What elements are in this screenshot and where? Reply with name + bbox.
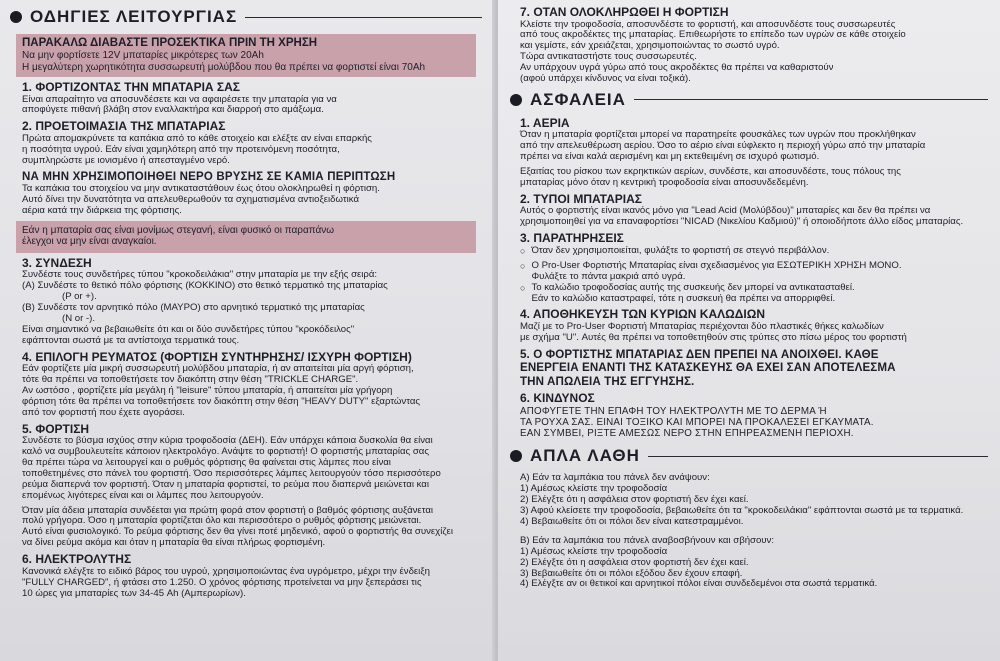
section-charging-process: 5. ΦΟΡΤΙΣΗ Συνδέστε το βύσμα ισχύος στην κύρια τροφοδοσία (ΔΕΗ). Εάν υπάρχει κάποια δυσκολία θα είναι καλό να συμβουλευτείτε κάποιον ηλεκτρολόγο. Ανάψτε το φορτιστή! Ο φορτιστής μπαταρίας σας θα πρέπει τώρα να λειτουργεί και ο ρυθμός φόρτισης θα φαίνεται στις λάμπες που είναι τοποθετημένες στο πάνελ του φορτιστή. Όσο περισσότερες λάμπες λειτουργούν τόσο περισσότερο ρεύμα διαπερνά τον φορτιστή. Όταν η μπαταρία φορτιστεί, το ρεύμα που διαπερνά μειώνεται και επομένως λιγότερες είναι και οι λάμπες που λειτουργούν. Όταν μία άδεια μπαταρία συνδέεται για πρώτη φορά στον φορτιστή ο βαθμός φόρτισης αυξάνεται πολύ γρήγορα. Όσο η μπαταρία φορτίζεται όλο και περισσότερο ο ρυθμός φόρτισης μειώνεται. Αυτό είναι φυσιολογικό. Το ρεύμα φόρτισης δεν θα γίνει ποτέ μηδενικό, αφού ο φορτιστής θα συνεχίζει να δίνει ρεύμα ακόμα και όταν η μπαταρία θα είναι πλήρως φορτισμένη.: [22, 421, 453, 549]
read-carefully-notice: ΠΑΡΑΚΑΛΩ ΔΙΑΒΑΣΤΕ ΠΡΟΣΕΚΤΙΚΑ ΠΡΙΝ ΤΗ ΧΡΗΣΗ Να μην φορτίσετε 12V μπαταρίες μικρότερες των 20Ah Η μεγαλύτερη χωρητικότητα συσσωρευτή μολύβδου που θα πρέπει να φορτιστεί είναι 70Ah: [16, 34, 476, 77]
section-battery-types: 2. ΤΥΠΟΙ ΜΠΑΤΑΡΙΑΣ Αυτός ο φορτιστής είναι ικανός μόνο για "Lead Acid (Μολύβδου)" μπαταρίες και δεν θα πρέπει να χρησιμοποιηθεί για να επαναφορτίσει "NICAD (Νικελίου Καδμιού)" ή οποιοδήποτε άλλο είδος μπαταρίας.: [520, 191, 964, 228]
section-connection: 3. ΣΥΝΔΕΣΗ Συνδέστε τους συνδετήρες τύπου "κροκοδειλάκια" στην μπαταρία με την εξής σειρά: (Α) Συνδέστε το θετικό πόλο φόρτισης (ΚΟΚΚΙΝΟ) στο θετικό τερματικό της μπαταρίας (P or +). (Β) Συνδέστε τον αρνητικό πόλο (ΜΑΥΡΟ) στο αρνητικό τερματικό της μπαταρίας (N or -). Είναι σημαντικό να βεβαιωθείτε ότι και οι δύο συνδετήρες τύπου "κροκόδειλος" εφάπτονται σωστά με τα αντίστοιχα τερματικά τους.: [22, 255, 388, 346]
remark-item: ○ Το καλώδιο τροφοδοσίας αυτής της συσκευής δεν μπορεί να αντικατασταθεί. Εάν το καλώδιο καταστραφεί, τότε η συσκευή θα πρέπει να απορριφθεί.: [520, 281, 855, 304]
section-no-tap-water: ΝΑ ΜΗΝ ΧΡΗΣΙΜΟΠΟΙΗΘΕΙ ΝΕΡΟ ΒΡΥΣΗΣ ΣΕ ΚΑΜΙΑ ΠΕΡΙΠΤΩΣΗ Τα καπάκια του στοιχείου να μην αντικαταστάθουν έως ότου ολοκληρωθεί η φόρτιση. Αυτό δίνει την δυνατότητα να απελευθερωθούν τα σχηματισμένα αντιοξειδωτικά αέρια κατά την διάρκεια της φόρτισης.: [22, 170, 396, 216]
simple-faults-title: ΑΠΛΑ ΛΑΘΗ: [510, 445, 988, 467]
section-do-not-open-warning: 5. Ο ΦΟΡΤΙΣΤΗΣ ΜΠΑΤΑΡΙΑΣ ΔΕΝ ΠΡΕΠΕΙ ΝΑ ΑΝΟΙΧΘΕΙ. ΚΑΘΕ ΕΝΕΡΓΕΙΑ ΕΝΑΝΤΙ ΤΗΣ ΚΑΤΑΣΚΕΥΗΣ ΘΑ ΕΧΕΙ ΣΑΝ ΑΠΟΤΕΛΕΣΜΑ ΤΗΝ ΑΠΩΛΕΙΑ ΤΗΣ ΕΓΓΥΗΣΗΣ.: [520, 347, 896, 388]
section-preparation: 2. ΠΡΟΕΤΟΙΜΑΣΙΑ ΤΗΣ ΜΠΑΤΑΡΙΑΣ Πρώτα απομακρύνετε τα καπάκια από το κάθε στοιχείο και ελέξτε αν είναι επαρκής η ποσότητα υγρού. Εάν είναι χαμηλότερη από την προτεινόμενη ποσότητα, συμπληρώστε με ιονισμένο ή απεσταγμένο νερό.: [22, 119, 372, 166]
circle-bullet-icon: ○: [520, 260, 526, 271]
right-page: [498, 0, 1000, 661]
section-gases: 1. ΑΕΡΙΑ Όταν η μπαταρία φορτίζεται μπορεί να παρατηρείτε φουσκάλες των υγρών που προκλήθηκαν από την απελευθέρωση αερίου. Όσο το αέριο είναι εύφλεκτο η περιοχή γύρω από την μπαταρία πρέπει να είναι καλά αερισμένη και μη εκτεθειμένη σε ισχυρό φωτισμό. Εξαιτίας του ρίσκου των εκρηκτικών αερίων, συνδέστε, και αποσυνδέστε, τους πόλους της μπαταρίας μόνο όταν η κεντρική τροφοδοσία είναι αποσυνδεδεμένη.: [520, 115, 926, 189]
section-remarks: 3. ΠΑΡΑΤΗΡΗΣΕΙΣ ○ Όταν δεν χρησιμοποιείται, φυλάξτε το φορτιστή σε στεγνό περιβάλλον. ○ Ο Pro-User Φορτιστής Μπαταρίας είναι σχεδιασμένος για ΕΣΩΤΕΡΙΚΗ ΧΡΗΣΗ ΜΟΝΟ. Φυλάξτε το πάντα μακριά από υγρά. ○ Το καλώδιο τροφοδοσίας αυτής της συσκευής δεν μπορεί να αντικατασταθεί. Εάν το καλώδιο καταστραφεί, τότε η συσκευή θα πρέπει να απορριφθεί.: [520, 232, 984, 304]
bullet-icon: [510, 94, 522, 106]
section-electrolyte: 6. ΗΛΕΚΤΡΟΛΥΤΗΣ Κανονικά ελέγξτε το ειδικό βάρος του υγρού, χρησιμοποιώντας ένα υγρόμετρο, μέχρι την ένδειξη "FULLY CHARGED", ή φτάσει στο 1.250. Ο χρόνος φόρτισης προτείνεται να μην ξεπεράσει τις 10 ώρες για μπαταρίες των 34-45 Ah (Αμπερωρίων).: [22, 552, 430, 599]
sealed-battery-notice: Εάν η μπαταρία σας είναι μονίμως στεγανή, είναι φυσικό οι παραπάνω έλεγχοι να μην είναι αναγκαίοι.: [16, 221, 476, 253]
operating-instructions-title: ΟΔΗΓΙΕΣ ΛΕΙΤΟΥΡΓΙΑΣ: [10, 6, 482, 28]
circle-bullet-icon: ○: [520, 282, 526, 293]
safety-title: ΑΣΦΑΛΕΙΑ: [510, 89, 988, 111]
bullet-icon: [10, 11, 22, 23]
faults-list-b: Β) Εάν τα λαμπάκια του πάνελ αναβοσβήνουν και σβήσουν: 1) Αμέσως κλείστε την τροφοδοσία 2) Ελέγξτε ότι η ασφάλεια στον φορτιστή δεν έχει καεί. 3) Βεβαιωθείτε ότι οι πόλοι εξόδου δεν έχουν επαφή. 4) Ελέγξτε αν οι θετικοί και αρνητικοί πόλοι είναι συνδεδεμένοι στα σωστά τερματικά.: [520, 534, 878, 590]
section-charging-complete: 7. ΟΤΑΝ ΟΛΟΚΛΗΡΩΘΕΙ Η ΦΟΡΤΙΣΗ Κλείστε την τροφοδοσία, αποσυνδέστε το φορτιστή, και αποσυνδέστε τους συσσωρευτές από τους ακροδέκτες της μπαταρίας. Επιθεωρήστε το επίπεδο των υγρών σε κάθε στοιχείο και γεμίστε, εάν χρειάζεται, χρησιμοποιώντας το σωστό υγρό. Τώρα αντικαταστήστε τους συσσωρευτές. Αν υπάρχουν υγρά γύρω από τους ακροδέκτες θα πρέπει να καθαριστούν (αφού υπάρχει κίνδυνος να είναι τοξικά).: [520, 5, 906, 85]
left-page: [0, 0, 496, 661]
title-rule: [634, 99, 988, 100]
section-cable-storage: 4. ΑΠΟΘΗΚΕΥΣΗ ΤΩΝ ΚΥΡΙΩΝ ΚΑΛΩΔΙΩΝ Μαζί με το Pro-User Φορτιστή Μπαταρίας περιέχονται δύο πλαστικές θήκες καλωδίων με σχήμα "U". Αυτές θα πρέπει να τοποθετηθούν στις τρύπες στο πίσω μέρος του φορτιστή: [520, 307, 907, 343]
title-rule: [245, 17, 482, 18]
title-rule: [648, 456, 988, 457]
remark-item: ○ Ο Pro-User Φορτιστής Μπαταρίας είναι σχεδιασμένος για ΕΣΩΤΕΡΙΚΗ ΧΡΗΣΗ ΜΟΝΟ. Φυλάξτε το πάντα μακριά από υγρά.: [520, 259, 902, 282]
section-current-selection: 4. ΕΠΙΛΟΓΗ ΡΕΥΜΑΤΟΣ (ΦΟΡΤΙΣΗ ΣΥΝΤΗΡΗΣΗΣ/ ΙΣΧΥΡΗ ΦΟΡΤΙΣΗ) Εάν φορτίζετε μία μικρή συσσωρευτή μολύβδου μπαταρία, ή αν απαιτείται μία αργή φόρτιση, τότε θα πρέπει να τοποθετήσετε τον διακόπτη στην θέση "TRICKLE CHARGE". Αν ωστόσο , φορτίζετε μία μεγάλη ή "leisure" τύπου μπαταρία, ή απαιτείται μία γρήγορη φόρτιση τότε θα πρέπει να τοποθετήσετε τον διακόπτη στην θέση "HEAVY DUTY" εξαρτώντας από τον φορτιστή που έχετε αγοράσει.: [22, 349, 421, 418]
section-charging: 1. ΦΟΡΤΙΖΟΝΤΑΣ ΤΗΝ ΜΠΑΤΑΡΙΑ ΣΑΣ Είναι απαραίτητο να αποσυνδέσετε και να αφαιρέσετε την μπαταρία για να αποφύγετε πιθανή βλάβη στον εναλλακτήρα και διαρροή στο αμάξωμα.: [22, 80, 337, 116]
bullet-icon: [510, 450, 522, 462]
circle-bullet-icon: ○: [520, 245, 526, 256]
section-danger: 6. ΚΙΝΔΥΝΟΣ ΑΠΟΦΥΓΕΤΕ ΤΗΝ ΕΠΑΦΗ ΤΟΥ ΗΛΕΚΤΡΟΛΥΤΗ ΜΕ ΤΟ ΔΕΡΜΑ Ή ΤΑ ΡΟΥΧΑ ΣΑΣ. ΕΙΝΑΙ ΤΟΞΙΚΟ ΚΑΙ ΜΠΟΡΕΙ ΝΑ ΠΡΟΚΑΛΕΣΕΙ ΕΓΚΑΥΜΑΤΑ. ΕΑΝ ΣΥΜΒΕΙ, ΡΙΞΤΕ ΑΜΕΣΩΣ ΝΕΡΟ ΣΤΗΝ ΕΠΗΡΕΑΣΜΕΝΗ ΠΕΡΙΟΧΗ.: [520, 391, 874, 440]
faults-list-a: Α) Εάν τα λαμπάκια του πάνελ δεν ανάψουν: 1) Αμέσως κλείστε την τροφοδοσία 2) Ελέγξτε ότι η ασφάλεια στον φορτιστή δεν έχει καεί. 3) Αφού κλείσετε την τροφοδοσία, βεβαιωθείτε ότι τα "κροκοδειλάκια" εφάπτονται σωστά με τα τερματικά. 4) Βεβαιωθείτε ότι οι πόλοι δεν είναι κατεστραμμένοι.: [520, 472, 964, 527]
remark-item: ○ Όταν δεν χρησιμοποιείται, φυλάξτε το φορτιστή σε στεγνό περιβάλλον.: [520, 244, 830, 256]
